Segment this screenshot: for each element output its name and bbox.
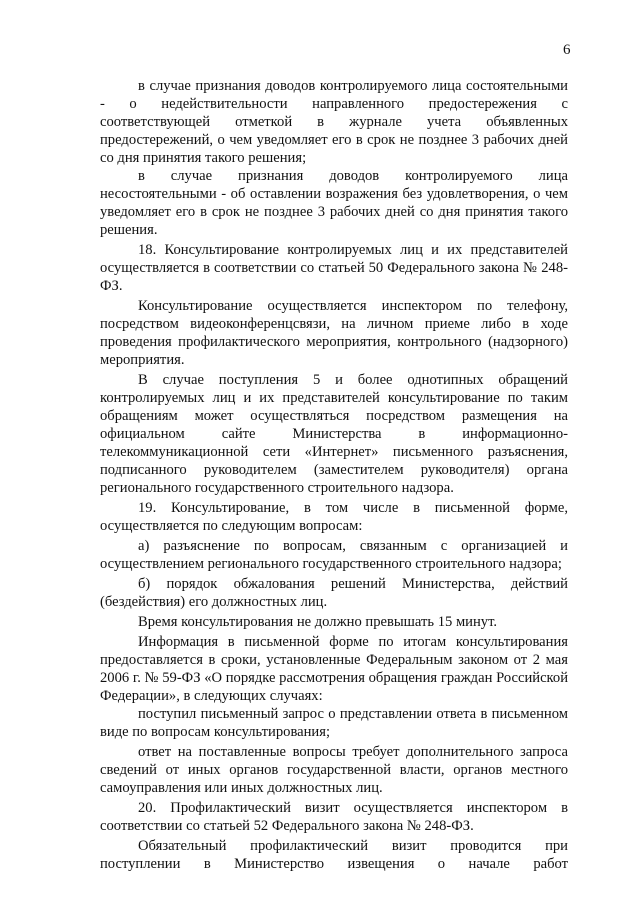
paragraph: В случае поступления 5 и более однотипных обращений контролируемых лиц и их представителей консультирование по таким обращениям может осуществляться посредством размещения на официальном сайте Министерства в информационно-телекоммуникационной сети «Интернет» письменного разъяснения, подписанного руководителем (заместителем руководителя) органа регионального государственного строительного надзора. — [100, 372, 568, 496]
paragraph: в случае признания доводов контролируемого лица несостоятельными - об оставлении возражения без удовлетворения, о чем уведомляет его в срок не позднее 3 рабочих дней со дня принятия такого решения. — [100, 168, 568, 238]
paragraph: а) разъяснение по вопросам, связанным с организацией и осуществлением регионального государственного строительного надзора; — [100, 538, 568, 572]
paragraph: 20. Профилактический визит осуществляется инспектором в соответствии со статьей 52 Федерального закона № 248-ФЗ. — [100, 800, 568, 834]
paragraph: поступил письменный запрос о представлении ответа в письменном виде по вопросам консультирования; — [100, 706, 568, 740]
paragraph: Консультирование осуществляется инспектором по телефону, посредством видеоконференцсвязи, на личном приеме либо в ходе проведения профилактического мероприятия, контрольного (надзорного) мероприятия. — [100, 298, 568, 368]
paragraph: 18. Консультирование контролируемых лиц и их представителей осуществляется в соответствии со статьей 50 Федерального закона № 248-ФЗ. — [100, 242, 568, 294]
paragraph: Обязательный профилактический визит проводится при поступлении в Министерство извещения о начале работ — [100, 838, 568, 872]
page-number: 6 — [563, 42, 571, 58]
paragraph: в случае признания доводов контролируемого лица состоятельными - о недействительности направленного предостережения с соответствующей отметкой в журнале учета объявленных предостережений, о чем уведомляет его в срок не позднее 3 рабочих дней со дня принятия такого решения; — [100, 78, 568, 166]
paragraph: ответ на поставленные вопросы требует дополнительного запроса сведений от иных органов государственной власти, органов местного самоуправления или иных должностных лиц. — [100, 744, 568, 796]
document-body — [100, 77, 568, 873]
paragraph: 19. Консультирование, в том числе в письменной форме, осуществляется по следующим вопросам: — [100, 500, 568, 534]
paragraph: Время консультирования не должно превышать 15 минут. — [138, 614, 498, 630]
paragraph: б) порядок обжалования решений Министерства, действий (бездействия) его должностных лиц. — [100, 576, 568, 610]
paragraph: Информация в письменной форме по итогам консультирования предоставляется в сроки, установленные Федеральным законом от 2 мая 2006 г. № 59-ФЗ «О порядке рассмотрения обращения граждан Российской Федерации», в следующих случаях: — [100, 634, 568, 704]
